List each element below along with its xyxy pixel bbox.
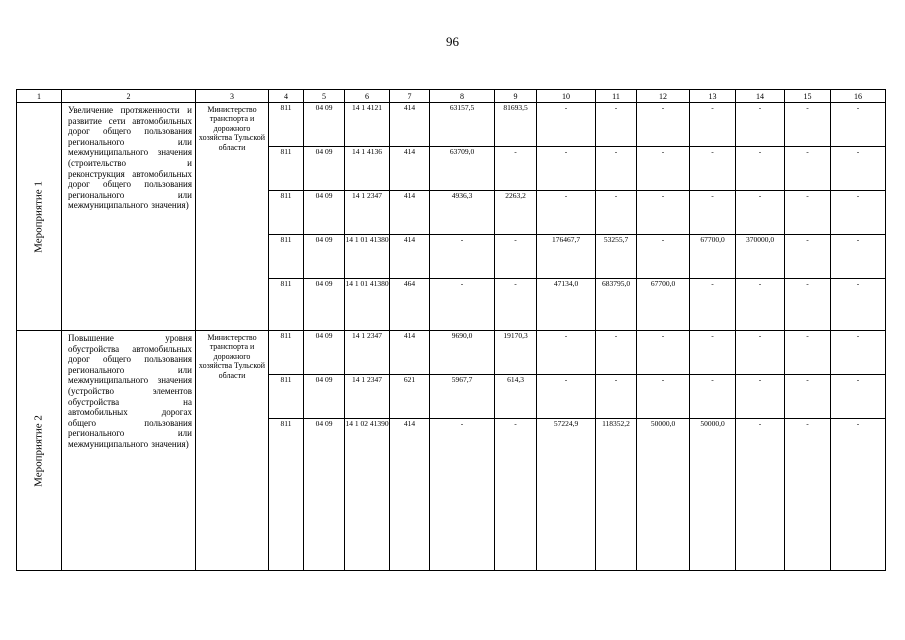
cell-c8: - — [430, 419, 495, 571]
cell-c13: - — [690, 331, 736, 375]
cell-c14: - — [736, 279, 785, 331]
cell-c8: 5967,7 — [430, 375, 495, 419]
event-1-executor-cell — [196, 103, 269, 331]
cell-c10: 47134,0 — [537, 279, 596, 331]
cell-c6: 14 1 01 41380 — [345, 279, 390, 331]
cell-c8: - — [430, 235, 495, 279]
cell-c5: 04 09 — [304, 103, 345, 147]
cell-c13: - — [690, 103, 736, 147]
cell-c14: - — [736, 375, 785, 419]
cell-c4: 811 — [269, 103, 304, 147]
cell-c4: 811 — [269, 419, 304, 571]
column-header: 6 — [345, 90, 390, 103]
cell-c14: - — [736, 103, 785, 147]
cell-c6: 14 1 02 41390 — [345, 419, 390, 571]
cell-c5: 04 09 — [304, 375, 345, 419]
column-header: 15 — [785, 90, 831, 103]
cell-c16: - — [831, 103, 886, 147]
cell-c8: - — [430, 279, 495, 331]
cell-c4: 811 — [269, 235, 304, 279]
cell-c6: 14 1 01 41380 — [345, 235, 390, 279]
cell-c10: - — [537, 147, 596, 191]
table-row — [17, 103, 886, 147]
cell-c15: - — [785, 279, 831, 331]
cell-c6: 14 1 4136 — [345, 147, 390, 191]
event-2-description: Повышение уровня обустройства автомобильных дорог общего пользования регионального или межмуниципального значения (устройство элементов обустройства на автомобильных дорогах общего пользования регионального или межмуниципального значения) — [68, 333, 192, 449]
column-header: 3 — [196, 90, 269, 103]
event-2-description-cell — [62, 331, 196, 571]
cell-c7: 621 — [390, 375, 430, 419]
cell-c11: 53255,7 — [596, 235, 637, 279]
cell-c12: - — [637, 375, 690, 419]
column-header: 16 — [831, 90, 886, 103]
cell-c7: 414 — [390, 103, 430, 147]
cell-c9: - — [495, 147, 537, 191]
cell-c15: - — [785, 103, 831, 147]
cell-c7: 414 — [390, 331, 430, 375]
cell-c6: 14 1 2347 — [345, 331, 390, 375]
cell-c12: - — [637, 147, 690, 191]
event-2-executor-cell — [196, 331, 269, 571]
cell-c16: - — [831, 235, 886, 279]
cell-c11: - — [596, 191, 637, 235]
cell-c10: - — [537, 331, 596, 375]
cell-c11: - — [596, 103, 637, 147]
cell-c11: 118352,2 — [596, 419, 637, 571]
column-header: 10 — [537, 90, 596, 103]
event-1-description: Увеличение протяженности и развитие сети автомобильных дорог общего пользования регионального или межмуниципального значения (строительство и реконструкция автомобильных дорог общего пользования регионального или межмуниципального значения) — [68, 105, 192, 211]
cell-c15: - — [785, 331, 831, 375]
cell-c12: - — [637, 103, 690, 147]
cell-c16: - — [831, 279, 886, 331]
cell-c5: 04 09 — [304, 279, 345, 331]
cell-c15: - — [785, 419, 831, 571]
cell-c13: 67700,0 — [690, 235, 736, 279]
column-header: 8 — [430, 90, 495, 103]
cell-c14: - — [736, 191, 785, 235]
column-number-header-row — [17, 90, 886, 103]
event-1-label-cell — [17, 103, 62, 331]
cell-c9: 614,3 — [495, 375, 537, 419]
cell-c9: - — [495, 279, 537, 331]
cell-c12: - — [637, 235, 690, 279]
cell-c4: 811 — [269, 331, 304, 375]
cell-c10: - — [537, 103, 596, 147]
cell-c5: 04 09 — [304, 235, 345, 279]
cell-c11: - — [596, 147, 637, 191]
cell-c15: - — [785, 191, 831, 235]
cell-c4: 811 — [269, 147, 304, 191]
cell-c12: - — [637, 331, 690, 375]
column-header: 13 — [690, 90, 736, 103]
cell-c11: 683795,0 — [596, 279, 637, 331]
cell-c8: 4936,3 — [430, 191, 495, 235]
column-header: 9 — [495, 90, 537, 103]
cell-c12: 50000,0 — [637, 419, 690, 571]
column-header: 2 — [62, 90, 196, 103]
cell-c5: 04 09 — [304, 419, 345, 571]
column-header: 12 — [637, 90, 690, 103]
cell-c4: 811 — [269, 191, 304, 235]
event-1-label: Мероприятие 1 — [32, 180, 45, 253]
cell-c7: 414 — [390, 191, 430, 235]
event-1-description-cell — [62, 103, 196, 331]
event-2-label-cell — [17, 331, 62, 571]
cell-c13: - — [690, 147, 736, 191]
column-header: 14 — [736, 90, 785, 103]
cell-c8: 63157,5 — [430, 103, 495, 147]
cell-c10: 176467,7 — [537, 235, 596, 279]
cell-c14: - — [736, 331, 785, 375]
budget-table — [16, 89, 886, 571]
cell-c12: 67700,0 — [637, 279, 690, 331]
cell-c10: - — [537, 191, 596, 235]
cell-c15: - — [785, 147, 831, 191]
cell-c12: - — [637, 191, 690, 235]
cell-c7: 414 — [390, 419, 430, 571]
cell-c9: - — [495, 419, 537, 571]
cell-c8: 63709,0 — [430, 147, 495, 191]
column-header: 11 — [596, 90, 637, 103]
cell-c5: 04 09 — [304, 331, 345, 375]
cell-c4: 811 — [269, 279, 304, 331]
event-2-executor: Министерство транспорта и дорожного хозяйства Тульской области — [198, 333, 266, 380]
cell-c13: - — [690, 375, 736, 419]
cell-c11: - — [596, 375, 637, 419]
cell-c11: - — [596, 331, 637, 375]
cell-c15: - — [785, 375, 831, 419]
cell-c9: - — [495, 235, 537, 279]
cell-c5: 04 09 — [304, 147, 345, 191]
column-header: 7 — [390, 90, 430, 103]
cell-c16: - — [831, 375, 886, 419]
cell-c16: - — [831, 147, 886, 191]
cell-c13: 50000,0 — [690, 419, 736, 571]
cell-c14: 370000,0 — [736, 235, 785, 279]
cell-c6: 14 1 2347 — [345, 375, 390, 419]
cell-c16: - — [831, 331, 886, 375]
event-2-label: Мероприятие 2 — [32, 414, 45, 487]
cell-c10: - — [537, 375, 596, 419]
cell-c15: - — [785, 235, 831, 279]
cell-c6: 14 1 4121 — [345, 103, 390, 147]
cell-c14: - — [736, 147, 785, 191]
cell-c9: 19170,3 — [495, 331, 537, 375]
cell-c7: 414 — [390, 147, 430, 191]
event-1-executor: Министерство транспорта и дорожного хозяйства Тульской области — [198, 105, 266, 152]
cell-c9: 2263,2 — [495, 191, 537, 235]
cell-c9: 81693,5 — [495, 103, 537, 147]
cell-c14: - — [736, 419, 785, 571]
cell-c13: - — [690, 191, 736, 235]
cell-c16: - — [831, 191, 886, 235]
cell-c8: 9690,0 — [430, 331, 495, 375]
cell-c7: 464 — [390, 279, 430, 331]
cell-c7: 414 — [390, 235, 430, 279]
cell-c16: - — [831, 419, 886, 571]
cell-c4: 811 — [269, 375, 304, 419]
cell-c10: 57224,9 — [537, 419, 596, 571]
page-number: 96 — [446, 34, 459, 49]
cell-c13: - — [690, 279, 736, 331]
table-row — [17, 331, 886, 375]
column-header: 1 — [17, 90, 62, 103]
column-header: 4 — [269, 90, 304, 103]
cell-c5: 04 09 — [304, 191, 345, 235]
column-header: 5 — [304, 90, 345, 103]
cell-c6: 14 1 2347 — [345, 191, 390, 235]
